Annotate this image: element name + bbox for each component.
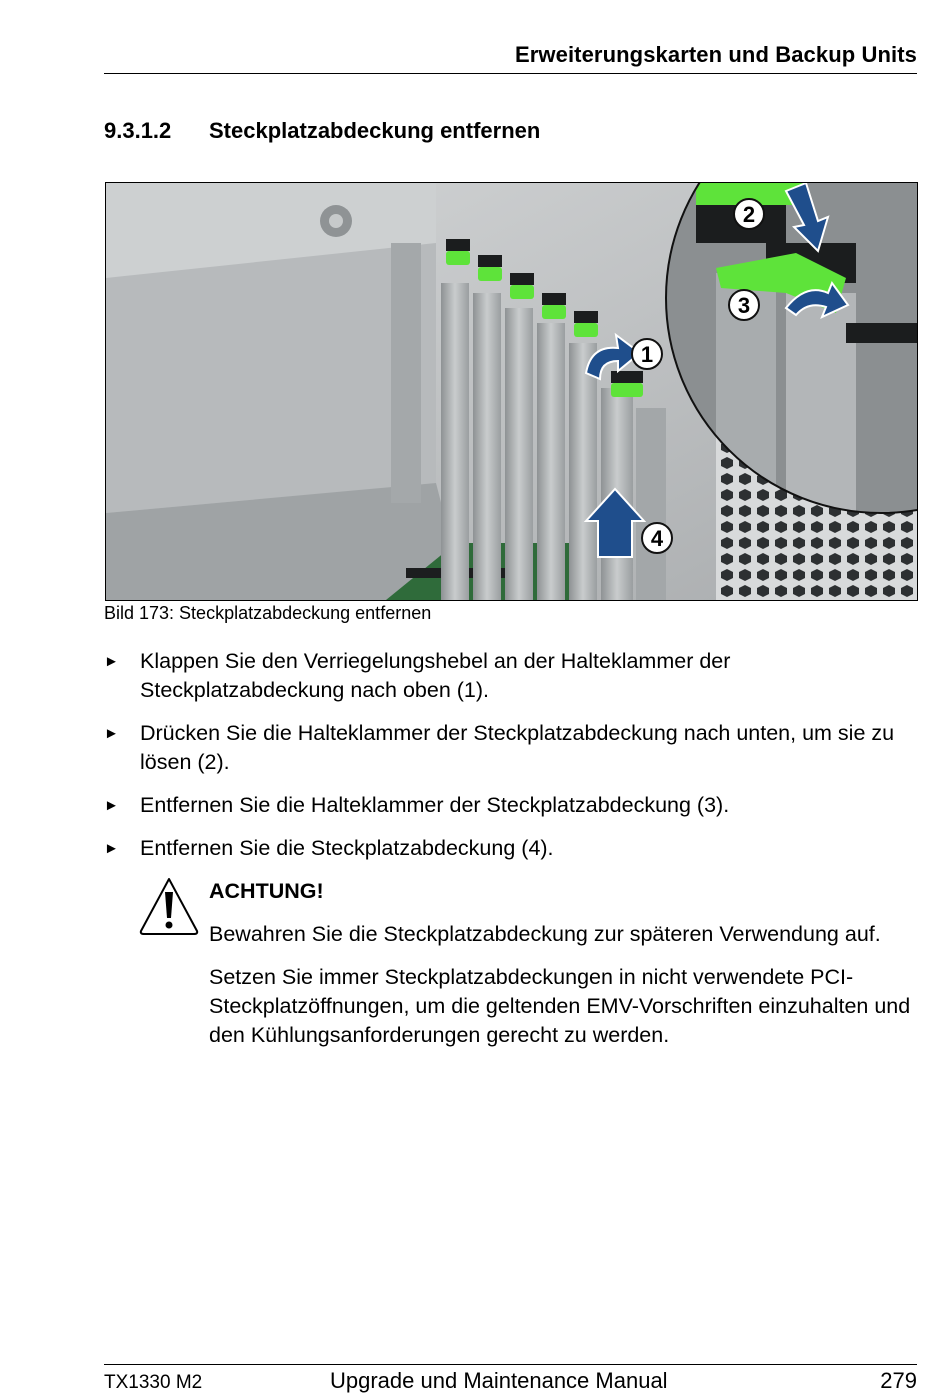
callout-3: 3 [737, 293, 751, 318]
list-item [104, 719, 919, 777]
warning-icon [138, 876, 200, 936]
step-text: Entfernen Sie die Halteklammer der Steckplatzabdeckung (3). [140, 793, 730, 817]
bullet-triangle-icon: ► [104, 725, 119, 742]
section-heading [104, 118, 540, 144]
caution-paragraph: Setzen Sie immer Steckplatzabdeckungen in nicht verwendete PCI-Steckplatzöffnungen, um die geltenden EMV-Vorschriften einzuhalten und den Kühlungsanforderungen gerecht zu werden. [209, 965, 911, 1047]
figure-caption: Bild 173: Steckplatzabdeckung entfernen [104, 603, 432, 623]
step-list [104, 647, 919, 877]
page-number: 279 [880, 1368, 917, 1393]
caution-block [209, 877, 921, 1064]
bullet-triangle-icon: ► [104, 840, 119, 857]
running-header: Erweiterungskarten und Backup Units [514, 42, 917, 67]
callout-2: 2 [742, 202, 756, 227]
list-item [104, 791, 919, 820]
bullet-triangle-icon: ► [104, 653, 119, 670]
footer-rule [104, 1364, 917, 1365]
callout-4: 4 [650, 526, 664, 551]
section-title: Steckplatzabdeckung entfernen [209, 118, 541, 143]
footer-manual-title: Upgrade und Maintenance Manual [330, 1368, 668, 1393]
footer-model: TX1330 M2 [104, 1372, 203, 1393]
step-text: Klappen Sie den Verriegelungshebel an der Halteklammer der Steckplatzabdeckung nach oben (1). [140, 649, 731, 702]
caution-paragraph: Bewahren Sie die Steckplatzabdeckung zur späteren Verwendung auf. [209, 922, 881, 946]
list-item [104, 834, 919, 863]
bullet-triangle-icon: ► [104, 797, 119, 814]
step-text: Drücken Sie die Halteklammer der Steckplatzabdeckung nach unten, um sie zu lösen (2). [140, 721, 895, 774]
section-number: 9.3.1.2 [104, 118, 172, 143]
header-rule [104, 73, 917, 74]
figure-photo [105, 182, 918, 601]
step-text: Entfernen Sie die Steckplatzabdeckung (4). [140, 836, 554, 860]
list-item [104, 647, 919, 705]
caution-title: ACHTUNG! [209, 879, 324, 903]
callout-1: 1 [640, 342, 654, 367]
